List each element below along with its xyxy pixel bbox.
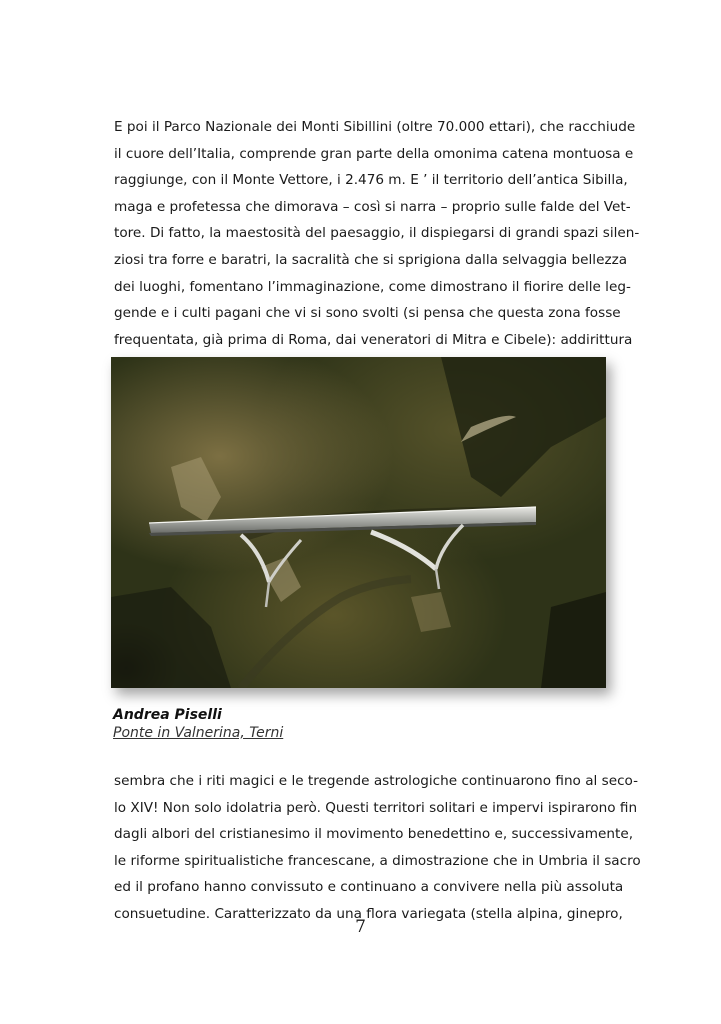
- text-line: tore. Di fatto, la maestosità del paesaggio, il dispiegarsi di grandi spazi silen-: [114, 225, 640, 242]
- text-line: sembra che i riti magici e le tregende astrologiche continuarono fino al seco-: [114, 773, 639, 789]
- text-line: consuetudine. Caratterizzato da una flora variegata (stella alpina, ginepro,: [114, 905, 623, 922]
- text-line: gende e i culti pagani che vi si sono svolti (si pensa che questa zona fosse: [114, 305, 621, 322]
- caption-author: Andrea Piselli: [113, 707, 222, 723]
- text-line: dei luoghi, fomentano l’immaginazione, come dimostrano il fiorire delle leg-: [114, 278, 631, 295]
- text-line: ed il profano hanno convissuto e continuano a convivere nella più assoluta: [114, 879, 624, 896]
- text-line: maga e profetessa che dimorava – così si narra – proprio sulle falde del Vet-: [114, 198, 631, 215]
- text-line: le riforme spiritualistiche francescane, a dimostrazione che in Umbria il sacro: [114, 852, 641, 869]
- text-line: ziosi tra forre e baratri, la sacralità che si sprigiona dalla selvaggia bellezza: [114, 251, 628, 268]
- text-line: frequentata, già prima di Roma, dai veneratori di Mitra e Cibele): addirittura: [114, 331, 633, 348]
- text-line: raggiunge, con il Monte Vettore, i 2.476 m. E ’ il territorio dell’antica Sibilla,: [114, 172, 628, 189]
- caption-title: Ponte in Valnerina, Terni: [113, 725, 284, 741]
- paragraph-1: [114, 114, 640, 353]
- bridge-photo: [111, 357, 606, 688]
- text-line: lo XIV! Non solo idolatria però. Questi territori solitari e impervi ispirarono fin: [114, 799, 638, 816]
- photo-caption: [113, 706, 283, 742]
- text-line: E poi il Parco Nazionale dei Monti Sibillini (oltre 70.000 ettari), che racchiude: [114, 119, 636, 135]
- paragraph-2: [114, 768, 641, 928]
- page-number: 7: [355, 917, 366, 937]
- text-line: il cuore dell’Italia, comprende gran parte della omonima catena montuosa e: [114, 145, 634, 162]
- text-line: dagli albori del cristianesimo il movimento benedettino e, successivamente,: [114, 826, 634, 843]
